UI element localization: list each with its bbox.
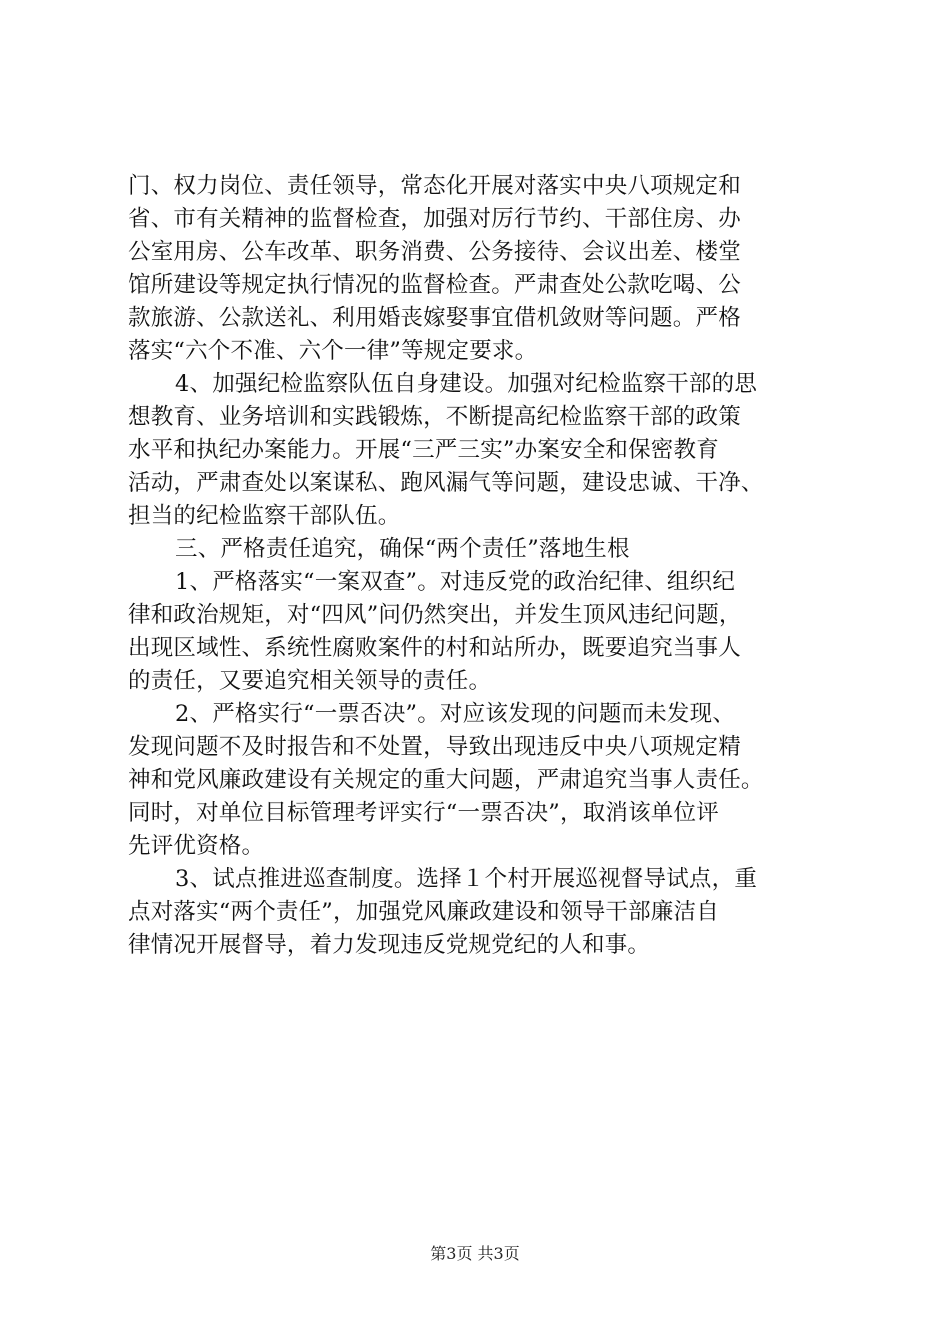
text-line-21: 先评优资格。 (128, 833, 265, 859)
text-line-4: 馆所建设等规定执行情况的监督检查。严肃查处公款吃喝、公 (128, 272, 741, 298)
page-number-label: 第3页 共3页 (430, 1244, 520, 1263)
text-line-15: 出现区域性、系统性腐败案件的村和站所办，既要追究当事人 (128, 635, 741, 661)
text-line-18: 发现问题不及时报告和不处置，导致出现违反中央八项规定精 (128, 734, 741, 760)
text-line-23: 点对落实“两个责任”，加强党风廉政建设和领导干部廉洁自 (128, 899, 719, 925)
page-footer (0, 1244, 950, 1264)
text-line-11: 担当的纪检监察干部队伍。 (128, 503, 401, 529)
text-line-22: 3、试点推进巡查制度。选择１个村开展巡视督导试点，重 (175, 866, 758, 892)
document-body (128, 170, 833, 962)
text-line-10: 活动，严肃查处以案谋私、跑风漏气等问题，建设忠诚、干净、 (128, 470, 764, 496)
text-line-9: 水平和执纪办案能力。开展“三严三实”办案安全和保密教育 (128, 437, 719, 463)
text-line-2: 省、市有关精神的监督检查，加强对厉行节约、干部住房、办 (128, 206, 741, 232)
text-line-7: 4、加强纪检监察队伍自身建设。加强对纪检监察干部的思 (175, 371, 758, 397)
text-line-8: 想教育、业务培训和实践锻炼，不断提高纪检监察干部的政策 (128, 404, 741, 430)
text-line-5: 款旅游、公款送礼、利用婚丧嫁娶事宜借机敛财等问题。严格 (128, 305, 741, 331)
text-line-14: 律和政治规矩，对“四风”问仍然突出，并发生顶风违纪问题， (128, 602, 742, 628)
text-line-16: 的责任，又要追究相关领导的责任。 (128, 668, 492, 694)
text-line-20: 同时，对单位目标管理考评实行“一票否决”，取消该单位评 (128, 800, 719, 826)
text-line-24: 律情况开展督导，着力发现违反党规党纪的人和事。 (128, 932, 651, 958)
text-line-1: 门、权力岗位、责任领导，常态化开展对落实中央八项规定和 (128, 173, 741, 199)
text-line-19: 神和党风廉政建设有关规定的重大问题，严肃追究当事人责任。 (128, 767, 764, 793)
section-heading: 三、严格责任追究，确保“两个责任”落地生根 (175, 536, 630, 562)
text-line-6: 落实“六个不准、六个一律”等规定要求。 (128, 338, 538, 364)
text-line-3: 公室用房、公车改革、职务消费、公务接待、会议出差、楼堂 (128, 239, 741, 265)
text-line-13: 1、严格落实“一案双查”。对违反党的政治纪律、组织纪 (175, 569, 736, 595)
text-line-17: 2、严格实行“一票否决”。对应该发现的问题而未发现、 (175, 701, 736, 727)
